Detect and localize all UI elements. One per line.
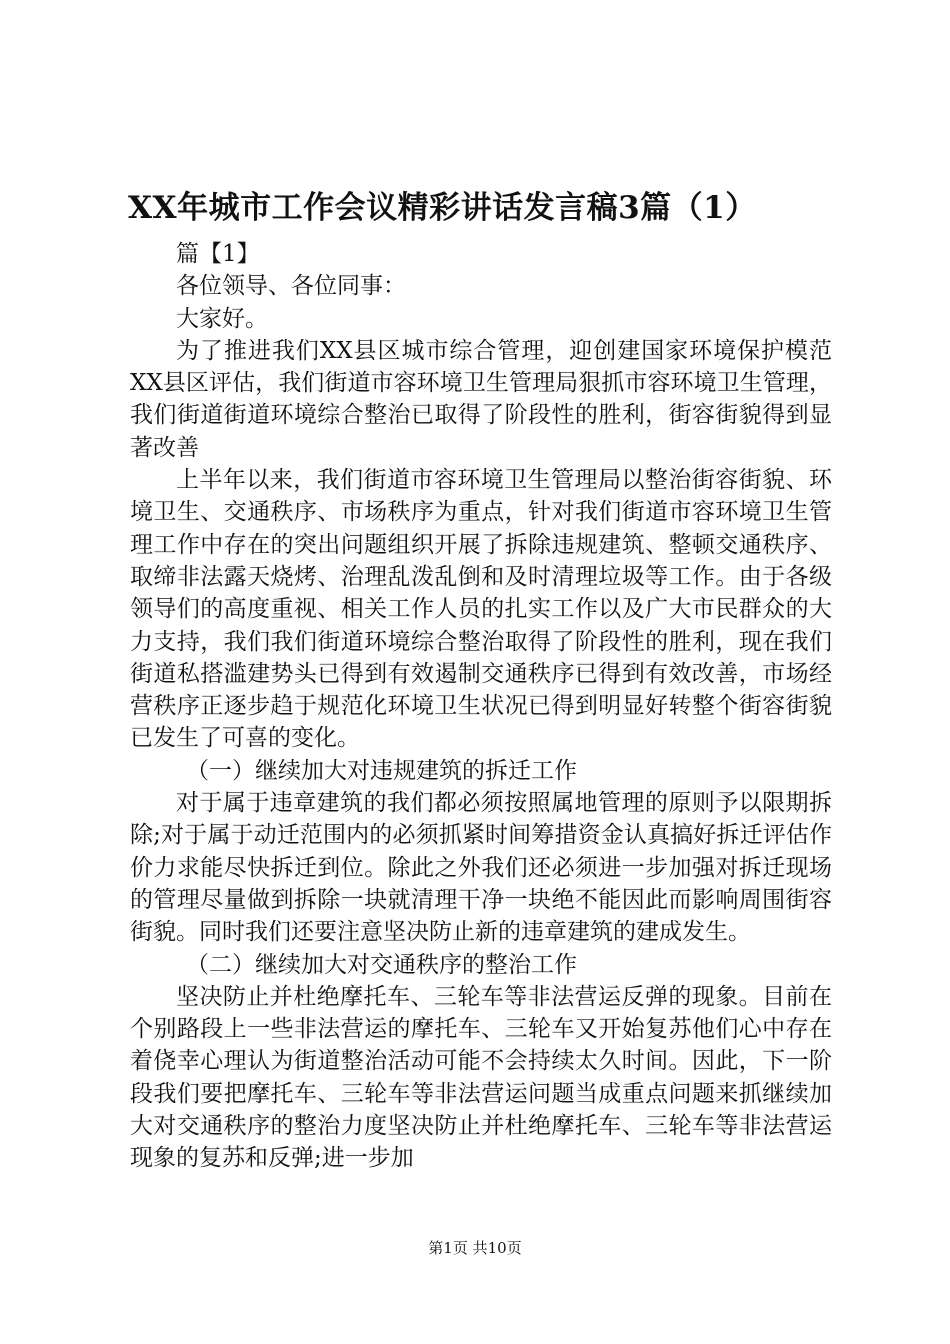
document-body xyxy=(130,238,832,1175)
body-paragraph: 对于属于违章建筑的我们都必须按照属地管理的原则予以限期拆除;对于属于动迁范围内的必须抓紧时间筹措资金认真搞好拆迁评估作价力求能尽快拆迁到位。除此之外我们还必须进一步加强对拆迁现场的管理尽量做到拆除一块就清理干净一块绝不能因此而影响周围街容街貌。同时我们还要注意坚决防止新的违章建筑的建成发生。 xyxy=(130,790,832,946)
body-paragraph: 坚决防止并杜绝摩托车、三轮车等非法营运反弹的现象。目前在个别路段上一些非法营运的摩托车、三轮车又开始复苏他们心中存在着侥幸心理认为街道整治活动可能不会持续太久时间。因此，下一阶段我们要把摩托车、三轮车等非法营运问题当成重点问题来抓继续加大对交通秩序的整治力度坚决防止并杜绝摩托车、三轮车等非法营运现象的复苏和反弹;进一步加 xyxy=(130,983,832,1172)
salutation: 各位领导、各位同事： xyxy=(176,273,406,300)
section-heading: （一）继续加大对违规建筑的拆迁工作 xyxy=(186,757,577,784)
body-paragraph: 上半年以来，我们街道市容环境卫生管理局以整治街容街貌、环境卫生、交通秩序、市场秩序为重点，针对我们街道市容环境卫生管理工作中存在的突出问题组织开展了拆除违规建筑、整顿交通秩序、取缔非法露天烧烤、治理乱泼乱倒和及时清理垃圾等工作。由于各级领导们的高度重视、相关工作人员的扎实工作以及广大市民群众的大力支持，我们我们街道环境综合整治取得了阶段性的胜利，现在我们街道私搭滥建势头已得到有效遏制交通秩序已得到有效改善，市场经营秩序正逐步趋于规范化环境卫生状况已得到明显好转整个街容街貌已发生了可喜的变化。 xyxy=(130,467,832,752)
section-label: 篇【1】 xyxy=(176,241,260,267)
page-title: XX年城市工作会议精彩讲话发言稿3篇（1） xyxy=(128,190,757,226)
greeting: 大家好。 xyxy=(176,305,268,332)
page-footer: 第1页 共10页 xyxy=(428,1239,522,1257)
section-heading: （二）继续加大对交通秩序的整治工作 xyxy=(186,951,577,978)
body-paragraph: 为了推进我们XX县区城市综合管理，迎创建国家环境保护模范XX县区评估，我们街道市容环境卫生管理局狠抓市容环境卫生管理，我们街道街道环境综合整治已取得了阶段性的胜利，街容街貌得到显著改善 xyxy=(130,337,832,461)
